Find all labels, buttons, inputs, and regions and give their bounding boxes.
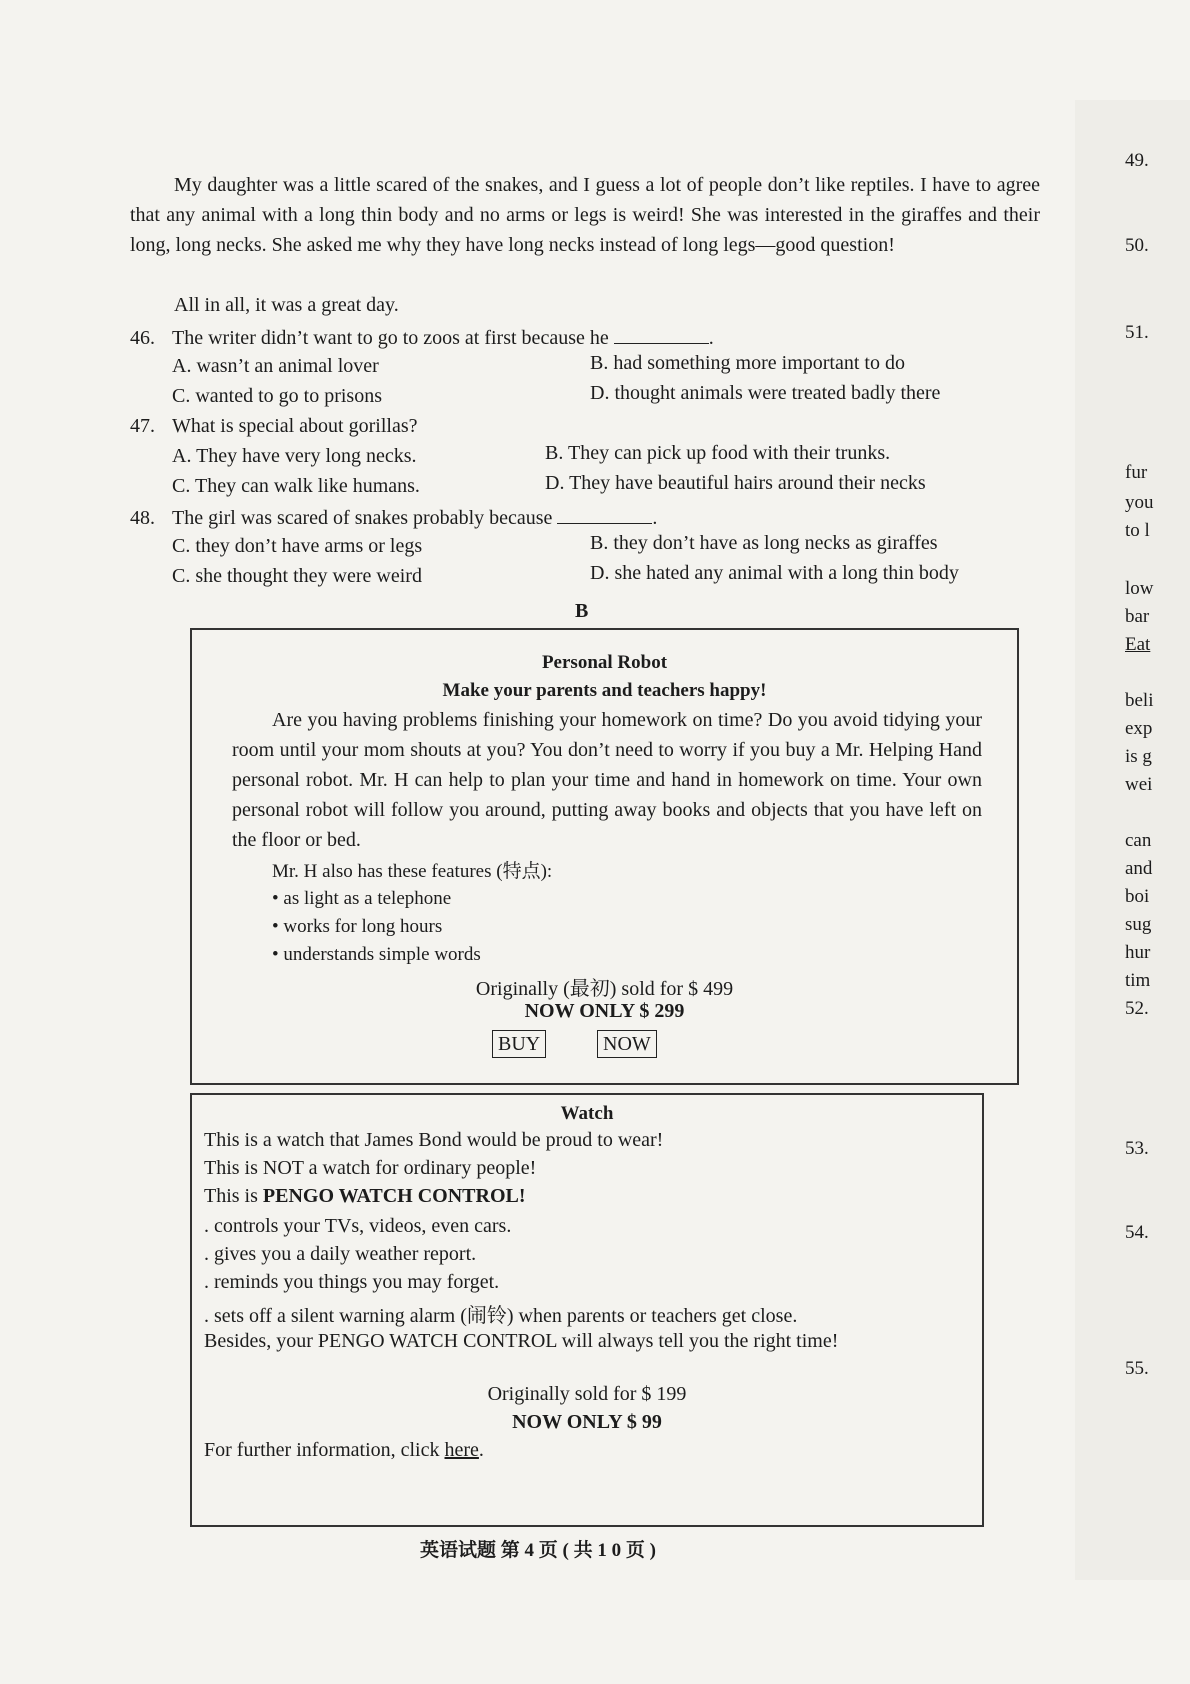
watch-now-price: NOW ONLY $ 99 — [512, 1411, 662, 1433]
question-48: 48. The girl was scared of snakes probably because . — [130, 507, 658, 529]
robot-feature: • as light as a telephone — [272, 888, 452, 909]
option-d[interactable]: D. she hated any animal with a long thin body — [590, 562, 959, 584]
passage-paragraph: My daughter was a little scared of the snakes, and I guess a lot of people don’t like reptiles. I have to agree that any animal with a long thin body and no arms or legs is weird! She was interested in the giraffes and their long, long necks. She asked me why they have long necks instead of long legs—good question! — [130, 174, 1040, 256]
robot-ad-subtitle: Make your parents and teachers happy! — [442, 680, 767, 701]
watch-feature: . reminds you things you may forget. — [204, 1271, 500, 1293]
watch-ad-title: Watch — [560, 1103, 614, 1124]
watch-ad-line — [204, 1185, 526, 1208]
option-b[interactable]: B. They can pick up food with their trunks. — [545, 442, 891, 464]
option-b[interactable]: B. had something more important to do — [590, 352, 905, 374]
watch-info-line — [204, 1439, 484, 1462]
watch-ad-line: This is NOT a watch for ordinary people! — [204, 1157, 537, 1179]
now-button[interactable]: NOW — [597, 1030, 657, 1058]
option-a[interactable]: A. They have very long necks. — [172, 445, 417, 467]
watch-brand: PENGO WATCH CONTROL! — [262, 1185, 526, 1207]
question-number: 48. — [130, 507, 155, 529]
watch-ad-line-prefix: This is — [204, 1185, 263, 1207]
question-stem: What is special about gorillas? — [172, 415, 418, 437]
margin-fragment: low — [1125, 578, 1154, 599]
margin-number-51: 51. — [1125, 322, 1149, 343]
margin-number-49: 49. — [1125, 150, 1149, 171]
margin-fragment: Eat — [1125, 634, 1151, 655]
margin-number-55: 55. — [1125, 1358, 1149, 1379]
margin-number-54: 54. — [1125, 1222, 1149, 1243]
margin-fragment: is g — [1125, 746, 1152, 767]
robot-ad-box — [190, 628, 1019, 1085]
margin-fragment: tim — [1125, 970, 1151, 991]
robot-now-price: NOW ONLY $ 299 — [524, 1000, 685, 1022]
robot-features-intro: Mr. H also has these features (特点): — [272, 861, 553, 882]
watch-info-prefix: For further information, click — [204, 1439, 445, 1461]
margin-number-50: 50. — [1125, 235, 1149, 256]
robot-original-price: Originally (最初) sold for $ 499 — [475, 978, 734, 1000]
margin-fragment: bar — [1125, 606, 1150, 627]
watch-feature: . sets off a silent warning alarm (闹铃) when parents or teachers get close. — [204, 1305, 798, 1327]
option-d[interactable]: D. They have beautiful hairs around their necks — [545, 472, 926, 494]
question-number: 46. — [130, 327, 155, 349]
option-a[interactable]: C. they don’t have arms or legs — [172, 535, 423, 557]
here-link[interactable]: here — [444, 1439, 479, 1461]
margin-number-53: 53. — [1125, 1138, 1149, 1159]
watch-feature: . controls your TVs, videos, even cars. — [204, 1215, 512, 1237]
watch-besides: Besides, your PENGO WATCH CONTROL will always tell you the right time! — [204, 1330, 839, 1352]
answer-blank — [614, 325, 709, 344]
margin-fragment: beli — [1125, 690, 1154, 711]
margin-fragment: boi — [1125, 886, 1150, 907]
watch-feature: . gives you a daily weather report. — [204, 1243, 477, 1265]
option-c[interactable]: C. she thought they were weird — [172, 565, 422, 587]
margin-fragment: to l — [1125, 520, 1150, 541]
option-c[interactable]: C. wanted to go to prisons — [172, 385, 382, 407]
margin-fragment: can — [1125, 830, 1152, 851]
margin-fragment: exp — [1125, 718, 1153, 739]
margin-fragment: fur — [1125, 462, 1148, 483]
robot-ad-body: Are you having problems finishing your homework on time? Do you avoid tidying your room until your mom shouts at you? You don’t need to worry if you buy a Mr. Helping Hand personal robot. Mr. H can help to plan your time and hand in homework on time. Your own personal robot will follow you around, putting away books and objects that you have left on the floor or bed. — [232, 709, 982, 851]
page-footer: 英语试题 第 4 页 ( 共 1 0 页 ) — [420, 1540, 656, 1561]
margin-fragment: you — [1125, 492, 1154, 513]
option-d[interactable]: D. thought animals were treated badly there — [590, 382, 941, 404]
robot-feature: • works for long hours — [272, 916, 443, 937]
watch-ad-line: This is a watch that James Bond would be proud to wear! — [204, 1129, 664, 1151]
option-c[interactable]: C. They can walk like humans. — [172, 475, 420, 497]
margin-fragment: wei — [1125, 774, 1153, 795]
watch-info-suffix: . — [478, 1439, 484, 1461]
margin-fragment: hur — [1125, 942, 1151, 963]
margin-number-52: 52. — [1125, 998, 1149, 1019]
question-46: 46. The writer didn’t want to go to zoos at first because he . — [130, 327, 714, 349]
margin-fragment: sug — [1125, 914, 1152, 935]
buy-button[interactable]: BUY — [492, 1030, 546, 1058]
question-stem: The girl was scared of snakes probably because — [172, 507, 553, 529]
question-stem: The writer didn’t want to go to zoos at first because he — [172, 327, 609, 349]
section-label: B — [575, 600, 589, 622]
robot-ad-title: Personal Robot — [541, 652, 668, 673]
question-47 — [130, 415, 1050, 438]
question-number: 47. — [130, 415, 155, 437]
passage-paragraph: All in all, it was a great day. — [174, 294, 399, 316]
robot-feature: • understands simple words — [272, 944, 481, 965]
option-b[interactable]: B. they don’t have as long necks as giraffes — [590, 532, 938, 554]
option-a[interactable]: A. wasn’t an animal lover — [172, 355, 379, 377]
margin-fragment: and — [1125, 858, 1153, 879]
watch-original-price: Originally sold for $ 199 — [487, 1383, 687, 1405]
watch-ad-box — [190, 1093, 984, 1527]
answer-blank — [557, 505, 652, 524]
